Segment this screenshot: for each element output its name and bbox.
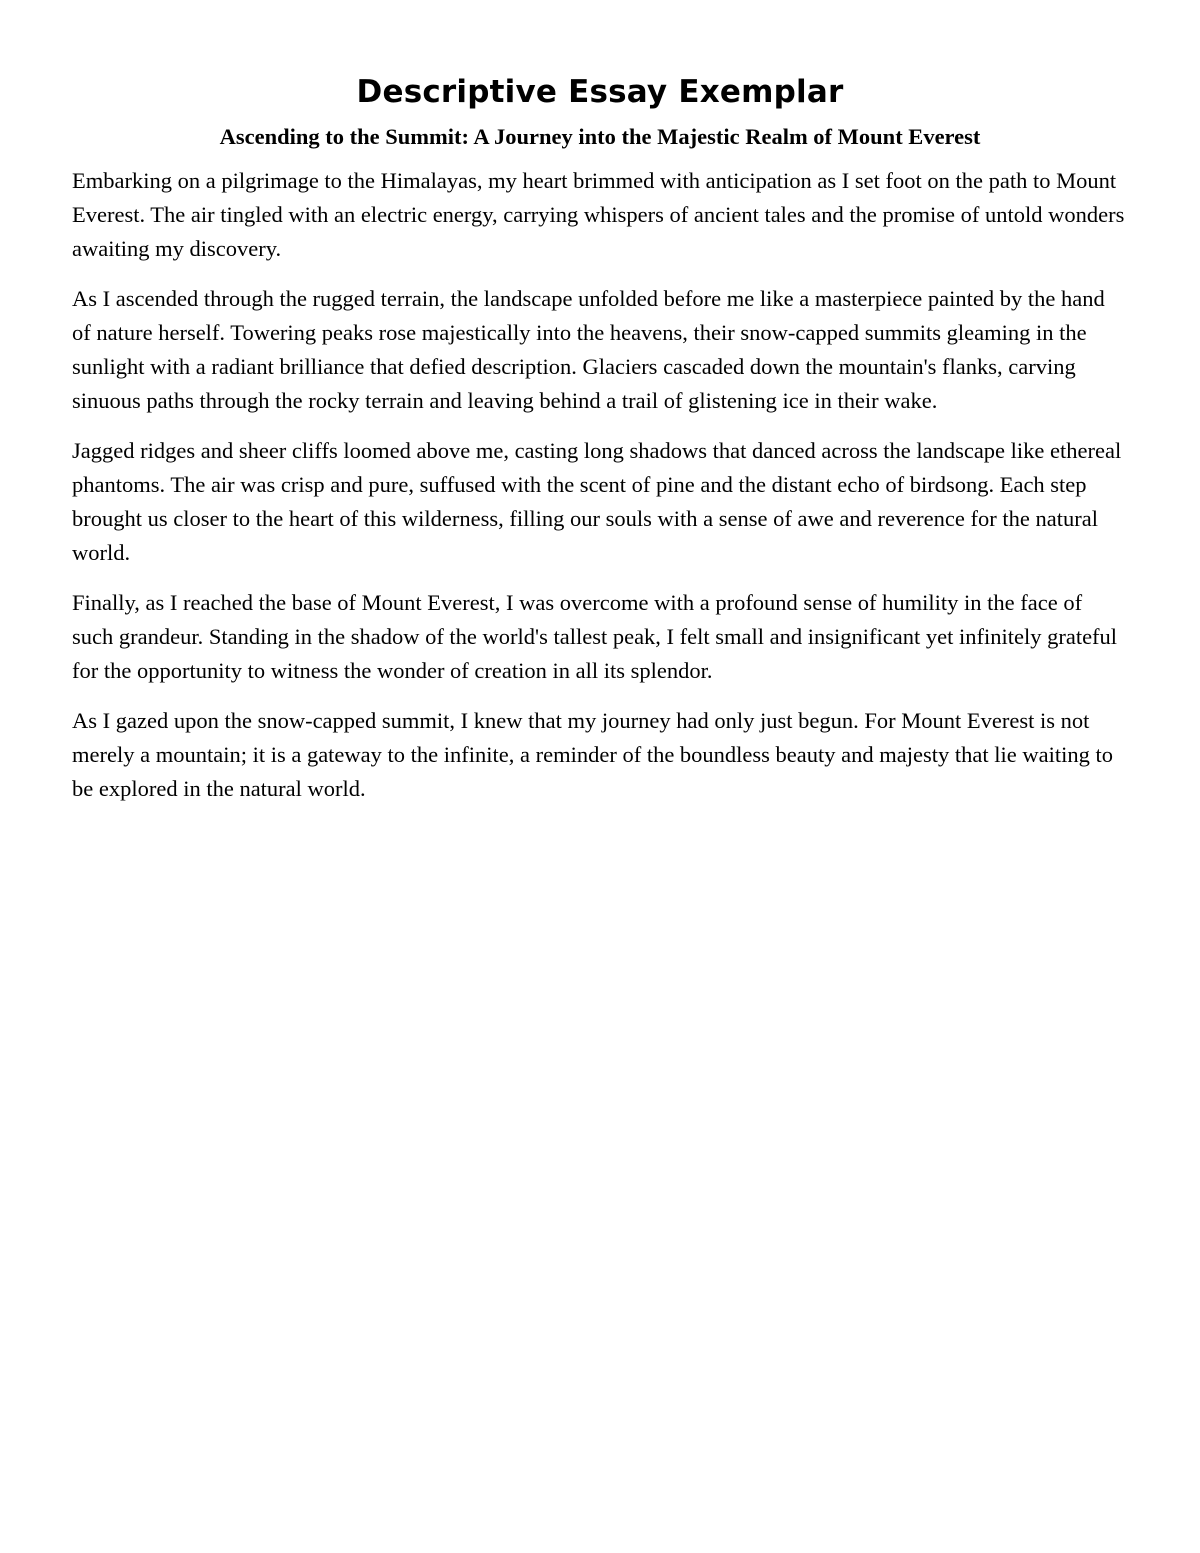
essay-paragraph: As I gazed upon the snow-capped summit, I knew that my journey had only just begun. For Mount Everest is not merely a mountain; it is a gateway to the infinite, a reminder of the boundless beauty and majesty that lie waiting to be explored in the natural world.	[72, 708, 1113, 801]
essay-paragraph: Embarking on a pilgrimage to the Himalayas, my heart brimmed with anticipation as I set foot on the path to Mount Everest. The air tingled with an electric energy, carrying whispers of ancient tales and the promise of untold wonders awaiting my discovery.	[72, 168, 1125, 261]
document-heading: Descriptive Essay Exemplar	[356, 74, 844, 110]
essay-paragraph: As I ascended through the rugged terrain, the landscape unfolded before me like a masterpiece painted by the hand of nature herself. Towering peaks rose majestically into the heavens, their snow-capped summits gleaming in the sunlight with a radiant brilliance that defied description. Glaciers cascaded down the mountain's flanks, carving sinuous paths through the rocky terrain and leaving behind a trail of glistening ice in their wake.	[72, 286, 1105, 413]
essay-title: Ascending to the Summit: A Journey into the Majestic Realm of Mount Everest	[219, 124, 981, 149]
essay-body	[72, 164, 1128, 806]
essay-paragraph: Jagged ridges and sheer cliffs loomed above me, casting long shadows that danced across the landscape like ethereal phantoms. The air was crisp and pure, suffused with the scent of pine and the distant echo of birdsong. Each step brought us closer to the heart of this wilderness, filling our souls with a sense of awe and reverence for the natural world.	[72, 438, 1122, 565]
essay-paragraph: Finally, as I reached the base of Mount Everest, I was overcome with a profound sense of humility in the face of such grandeur. Standing in the shadow of the world's tallest peak, I felt small and insignificant yet infinitely grateful for the opportunity to witness the wonder of creation in all its splendor.	[72, 590, 1118, 683]
